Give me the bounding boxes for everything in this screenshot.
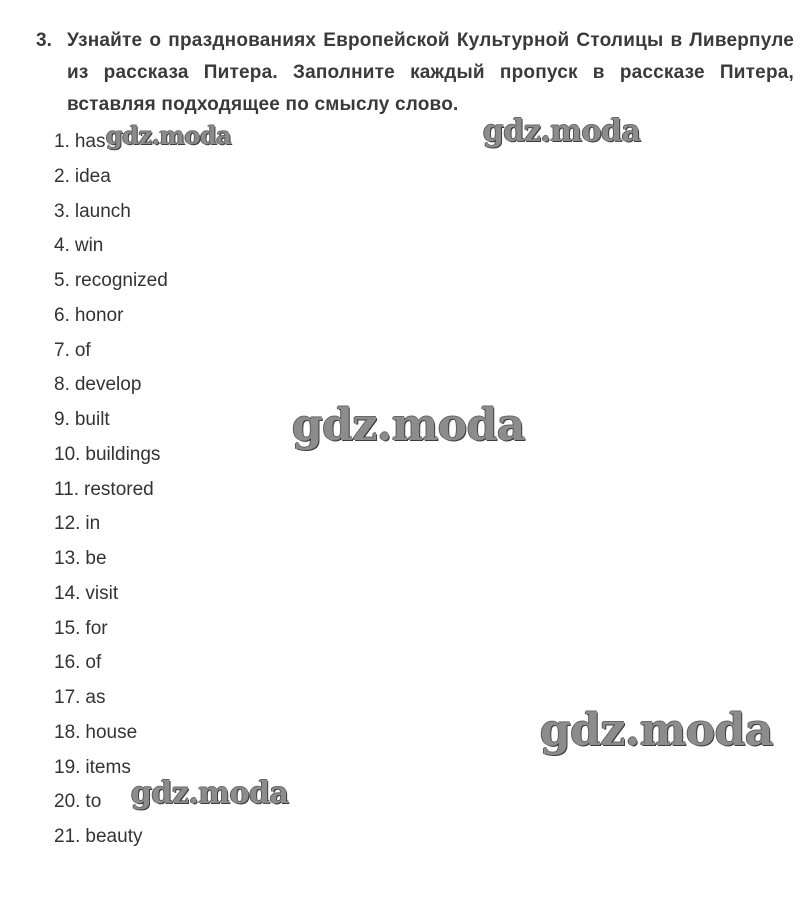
item-word: as	[85, 687, 106, 708]
item-word: built	[74, 409, 110, 430]
watermark: gdz.moda	[106, 121, 232, 150]
watermark: gdz.moda	[540, 705, 774, 756]
item-number: 14.	[54, 582, 81, 604]
item-word: visit	[85, 582, 119, 604]
item-number: 18.	[54, 721, 81, 743]
item-word: idea	[74, 165, 111, 187]
item-word: for	[85, 617, 108, 639]
list-item	[54, 507, 168, 542]
item-number: 17.	[54, 687, 81, 708]
item-word: honor	[74, 304, 124, 326]
answer-list	[54, 125, 168, 855]
item-word: buildings	[85, 443, 161, 465]
item-number: 3.	[54, 200, 70, 222]
item-word: in	[85, 513, 101, 535]
task-number: 3.	[36, 30, 52, 51]
list-item	[54, 403, 168, 438]
item-word: develop	[74, 374, 142, 396]
list-item	[54, 681, 168, 716]
item-number: 20.	[54, 791, 81, 813]
item-number: 5.	[54, 270, 70, 291]
item-word: win	[74, 235, 104, 257]
list-item	[54, 473, 168, 508]
item-number: 15.	[54, 617, 81, 639]
item-word: recognized	[74, 270, 168, 291]
item-number: 13.	[54, 548, 81, 569]
list-item	[54, 612, 168, 647]
watermark: gdz.moda	[131, 776, 289, 811]
item-number: 8.	[54, 374, 70, 396]
item-word: of	[74, 339, 91, 361]
item-number: 21.	[54, 826, 81, 847]
list-item	[54, 368, 168, 403]
item-word: has	[74, 131, 106, 152]
item-word: be	[85, 548, 107, 569]
list-item	[54, 195, 168, 230]
list-item	[54, 577, 168, 612]
item-word: house	[85, 721, 138, 743]
list-item	[54, 229, 168, 264]
item-word: restored	[84, 478, 154, 500]
item-number: 16.	[54, 652, 81, 674]
item-number: 4.	[54, 235, 70, 257]
watermark: gdz.moda	[292, 400, 526, 451]
item-number: 6.	[54, 304, 70, 326]
list-item	[54, 299, 168, 334]
item-number: 19.	[54, 756, 81, 778]
list-item	[54, 438, 168, 473]
item-number: 1.	[54, 131, 70, 152]
item-word: of	[85, 652, 102, 674]
item-word: items	[85, 756, 131, 778]
item-number: 10.	[54, 443, 81, 465]
item-number: 9.	[54, 409, 70, 430]
list-item	[54, 264, 168, 299]
list-item	[54, 160, 168, 195]
item-word: to	[85, 791, 102, 813]
task-instructions: Узнайте о празднованиях Европейской Культурной Столицы в Ливерпуле из рассказа Питера. Заполните каждый пропуск в рассказе Питера, вставляя подходящее по смыслу слово.	[67, 30, 794, 115]
list-item	[54, 542, 168, 577]
watermark: gdz.moda	[483, 114, 641, 149]
list-item	[54, 716, 168, 751]
list-item	[54, 646, 168, 681]
list-item	[54, 334, 168, 369]
item-number: 7.	[54, 339, 70, 361]
list-item	[54, 820, 168, 855]
item-number: 11.	[54, 478, 80, 500]
item-word: beauty	[85, 826, 143, 847]
item-word: launch	[74, 200, 131, 222]
item-number: 12.	[54, 513, 81, 535]
item-number: 2.	[54, 165, 70, 187]
